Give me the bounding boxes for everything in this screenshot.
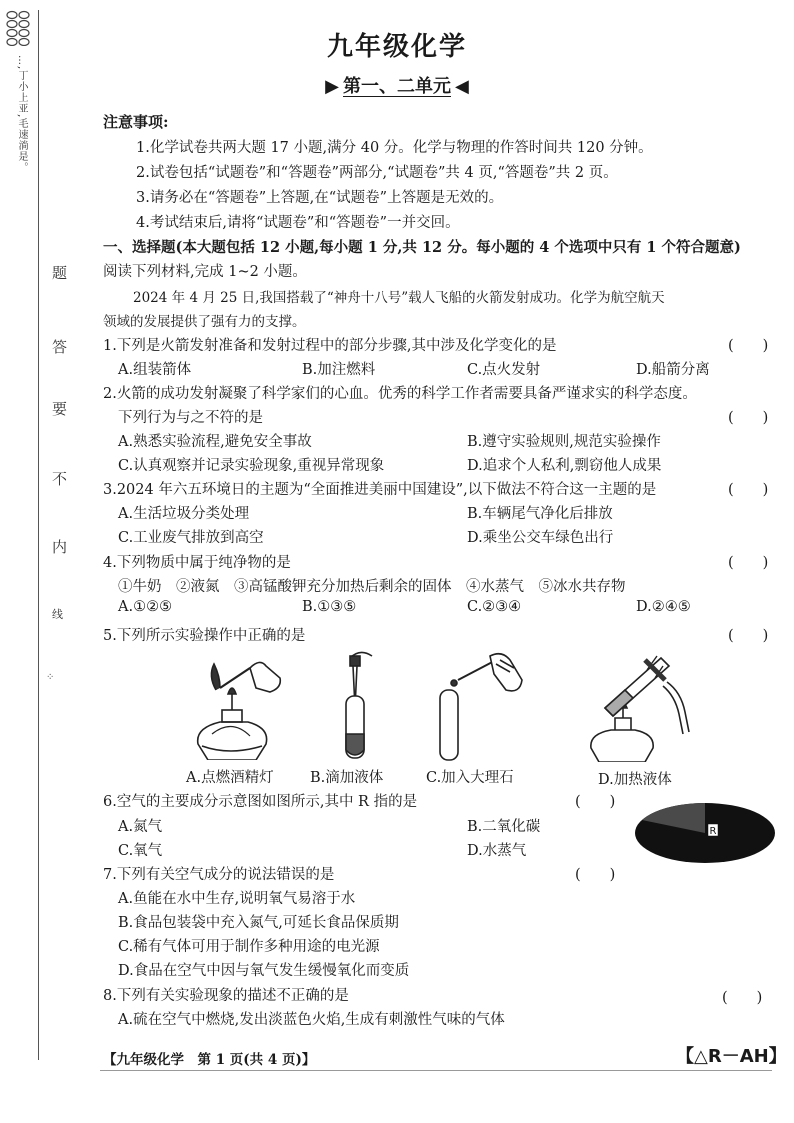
option: D.船箭分离 <box>636 362 710 378</box>
triangle-left-icon: ◀ <box>455 76 469 97</box>
page-title: 九年级化学 <box>326 32 467 62</box>
notice-item: 4.考试结束后,请将“试题卷”和“答题卷”一并交回。 <box>136 215 460 231</box>
notice-item: 3.请务必在“答题卷”上答题,在“试题卷”上答题是无效的。 <box>136 190 504 206</box>
question-stem: 7.下列有关空气成分的说法错误的是 <box>103 867 335 883</box>
notice-item: 2.试卷包括“试题卷”和“答题卷”两部分,“试题卷”共 4 页,“答题卷”共 2 页。 <box>136 165 618 181</box>
question-items: ①牛奶 ②液氮 ③高锰酸钾充分加热后剩余的固体 ④水蒸气 ⑤冰水共存物 <box>118 579 626 595</box>
option: B.车辆尾气净化后排放 <box>467 506 613 522</box>
margin-dots: ⁘ <box>46 672 55 683</box>
question-stem: 8.下列有关实验现象的描述不正确的是 <box>103 988 349 1004</box>
figure-caption: A.点燃酒精灯 <box>186 770 274 786</box>
margin-char: 答 <box>52 338 68 356</box>
answer-paren: ( ) <box>728 410 769 426</box>
heating-liquid-figure <box>585 652 695 762</box>
margin-char: 不 <box>52 470 68 488</box>
option: C.认真观察并记录实验现象,重视异常现象 <box>118 458 385 474</box>
figure-caption: B.滴加液体 <box>310 770 384 786</box>
margin-char: 内 <box>52 538 68 556</box>
answer-paren: ( ) <box>728 482 769 498</box>
option: A.鱼能在水中生存,说明氧气易溶于水 <box>118 891 356 907</box>
question-stem: 4.下列物质中属于纯净物的是 <box>103 555 291 571</box>
triangle-right-icon: ▶ <box>325 76 339 97</box>
answer-paren: ( ) <box>728 555 769 571</box>
option: A.①②⑤ <box>118 599 173 615</box>
footer-page-info: 【九年级化学 第 1 页(共 4 页)】 <box>103 1052 316 1068</box>
question-stem: 1.下列是火箭发射准备和发射过程中的部分步骤,其中涉及化学变化的是 <box>103 338 557 354</box>
margin-char: 要 <box>52 400 68 418</box>
option: C.稀有气体可用于制作多种用途的电光源 <box>118 939 380 955</box>
option: A.熟悉实验流程,避免安全事故 <box>118 434 312 450</box>
notice-item: 1.化学试卷共两大题 17 小题,满分 40 分。化学与物理的作答时间共 120 分钟。 <box>136 140 653 156</box>
option: A.硫在空气中燃烧,发出淡蓝色火焰,生成有刺激性气味的气体 <box>118 1012 505 1028</box>
option: D.追求个人私利,剽窃他人成果 <box>467 458 662 474</box>
option: D.水蒸气 <box>467 843 527 859</box>
margin-note: …,丁小上亚,毛速淌是。 <box>16 55 27 174</box>
figure-caption: C.加入大理石 <box>426 770 514 786</box>
margin-char: 题 <box>52 264 68 282</box>
section-heading: 一、选择题(本大题包括 12 小题,每小题 1 分,共 12 分。每小题的 4 个选项中只有 1 个符合题意) <box>103 239 741 256</box>
option: A.生活垃圾分类处理 <box>118 506 250 522</box>
alcohol-lamp-lighting-figure <box>190 648 285 760</box>
dropper-test-tube-figure <box>340 648 380 760</box>
option: A.组装箭体 <box>118 362 192 378</box>
air-composition-pie <box>634 802 776 864</box>
option: D.乘坐公交车绿色出行 <box>467 530 614 546</box>
option: B.①③⑤ <box>302 599 357 615</box>
answer-paren: ( ) <box>722 990 763 1006</box>
option: C.②③④ <box>467 599 522 615</box>
answer-paren: ( ) <box>728 628 769 644</box>
footer-code: 【△R－AH】 <box>676 1046 787 1067</box>
footer-divider <box>100 1070 772 1071</box>
option: C.工业废气排放到高空 <box>118 530 264 546</box>
question-stem: 6.空气的主要成分示意图如图所示,其中 R 指的是 <box>103 794 418 810</box>
passage-line: 2024 年 4 月 25 日,我国搭载了“神舟十八号”载人飞船的火箭发射成功。化学为航空航天 <box>133 290 665 306</box>
option: B.加注燃料 <box>302 362 376 378</box>
subtitle-text: 第一、二单元 <box>343 76 451 97</box>
option: B.遵守实验规则,规范实验操作 <box>467 434 661 450</box>
pie-label-r: R <box>709 826 717 837</box>
option: C.氧气 <box>118 843 163 859</box>
reading-intro: 阅读下列材料,完成 1~2 小题。 <box>103 264 307 280</box>
answer-paren: ( ) <box>575 794 616 810</box>
answer-paren: ( ) <box>575 867 616 883</box>
option: B.食品包装袋中充入氮气,可延长食品保质期 <box>118 915 399 931</box>
question-stem: 2.火箭的成功发射凝聚了科学家们的心血。优秀的科学工作者需要具备严谨求实的科学态度。 <box>103 386 697 402</box>
add-marble-figure <box>430 650 525 762</box>
margin-char: 线 <box>52 608 63 621</box>
question-stem: 3.2024 年六五环境日的主题为“全面推进美丽中国建设”,以下做法不符合这一主题的是 <box>103 482 657 498</box>
option: D.②④⑤ <box>636 599 691 615</box>
question-stem: 5.下列所示实验操作中正确的是 <box>103 628 306 644</box>
binding-margin <box>0 0 70 1123</box>
notice-heading: 注意事项: <box>103 113 169 131</box>
option: A.氮气 <box>118 819 163 835</box>
option: B.二氧化碳 <box>467 819 541 835</box>
option: C.点火发射 <box>467 362 541 378</box>
question-stem-cont: 下列行为与之不符的是 <box>118 410 263 426</box>
passage-line: 领域的发展提供了强有力的支撑。 <box>103 314 306 330</box>
binding-line <box>38 10 39 1060</box>
page-subtitle <box>0 72 794 98</box>
answer-paren: ( ) <box>728 338 769 354</box>
figure-caption: D.加热液体 <box>598 772 672 788</box>
option: D.食品在空气中因与氧气发生缓慢氧化而变质 <box>118 963 410 979</box>
